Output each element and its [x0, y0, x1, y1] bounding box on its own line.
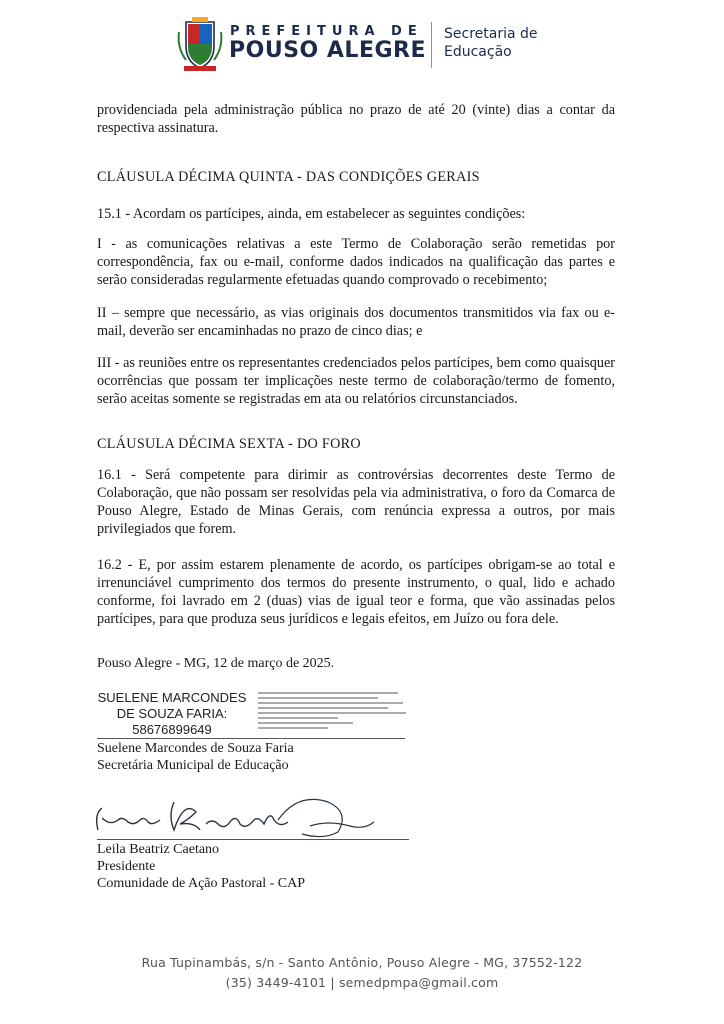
header-divider — [431, 22, 432, 68]
signer1-name: Suelene Marcondes de Souza Faria — [97, 741, 294, 756]
clause-16-1: 16.1 - Será competente para dirimir as controvérsias decorrentes deste Termo de Colaboração, que não possam ser resolvidas pela via administrativa, o foro da Comarca de Pouso Alegre, Estado de Minas Gerais, com renúncia expressa a outros, por mais privilegiados que forem. — [97, 467, 615, 537]
digital-signature-details — [258, 690, 408, 733]
brand-main-text: POUSO ALEGRE — [229, 38, 426, 63]
clause-16-title: CLÁUSULA DÉCIMA SEXTA - DO FORO — [97, 436, 361, 452]
digital-signature-stamp — [88, 690, 256, 738]
footer-contact: (35) 3449-4101 | semedpmpa@gmail.com — [225, 975, 499, 990]
secretaria-dept: Educação — [444, 44, 512, 60]
letterhead — [0, 0, 724, 90]
clause-15-title: CLÁUSULA DÉCIMA QUINTA - DAS CONDIÇÕES GERAIS — [97, 169, 480, 185]
signer2-role: Presidente — [97, 859, 156, 874]
clause-15-item-i: I - as comunicações relativas a este Termo de Colaboração serão remetidas por correspondência, fax ou e-mail, conforme dados indicados na qualificação das partes e serão consideradas regularmente efetuadas quando comprovado o recebimento; — [97, 236, 615, 288]
clause-16-2: 16.2 - E, por assim estarem plenamente de acordo, os partícipes obrigam-se ao total e irrenunciável cumprimento dos termos do presente instrumento, o qual, lido e achado conforme, foi lavrado em 2 (duas) vias de igual teor e forma, que vão assinadas pelos partícipes, para que produza seus jurídicos e legais efeitos, em Juízo ou fora dele. — [97, 557, 615, 627]
stamp-name-line3: 58676899649 — [132, 722, 212, 737]
date-line: Pouso Alegre - MG, 12 de março de 2025. — [97, 656, 335, 671]
clause-15-item-ii: II – sempre que necessário, as vias originais dos documentos transmitidos via fax ou e-mail, deverão ser encaminhadas no prazo de cinco dias; e — [97, 305, 615, 339]
clause-15-item-iii: III - as reuniões entre os representantes credenciados pelos partícipes, bem como quaisquer ocorrências que possam ter implicações neste termo de colaboração/termo de fomento, serão aceitas somente se registradas em ata ou relatórios circunstanciados. — [97, 355, 615, 407]
handwritten-signature — [88, 790, 388, 842]
signer1-role: Secretária Municipal de Educação — [97, 758, 289, 773]
brand-top-text: PREFEITURA DE — [230, 24, 423, 39]
signature-fine-print — [258, 690, 408, 732]
signer2-name: Leila Beatriz Caetano — [97, 842, 220, 857]
secretaria-label: Secretaria de — [444, 26, 538, 42]
signature-line-2 — [97, 839, 409, 840]
stamp-name-line2: DE SOUZA FARIA: — [116, 706, 228, 721]
signature-line-1 — [97, 738, 405, 739]
stamp-name-line1: SUELENE MARCONDES — [97, 690, 247, 705]
clause-15-1: 15.1 - Acordam os partícipes, ainda, em estabelecer as seguintes condições: — [97, 206, 526, 222]
signer2-org: Comunidade de Ação Pastoral - CAP — [97, 876, 306, 891]
intro-paragraph: providenciada pela administração pública no prazo de até 20 (vinte) dias a contar da respectiva assinatura. — [97, 102, 615, 136]
footer-address: Rua Tupinambás, s/n - Santo Antônio, Pouso Alegre - MG, 37552-122 — [141, 955, 583, 970]
city-crest-logo — [176, 16, 224, 74]
